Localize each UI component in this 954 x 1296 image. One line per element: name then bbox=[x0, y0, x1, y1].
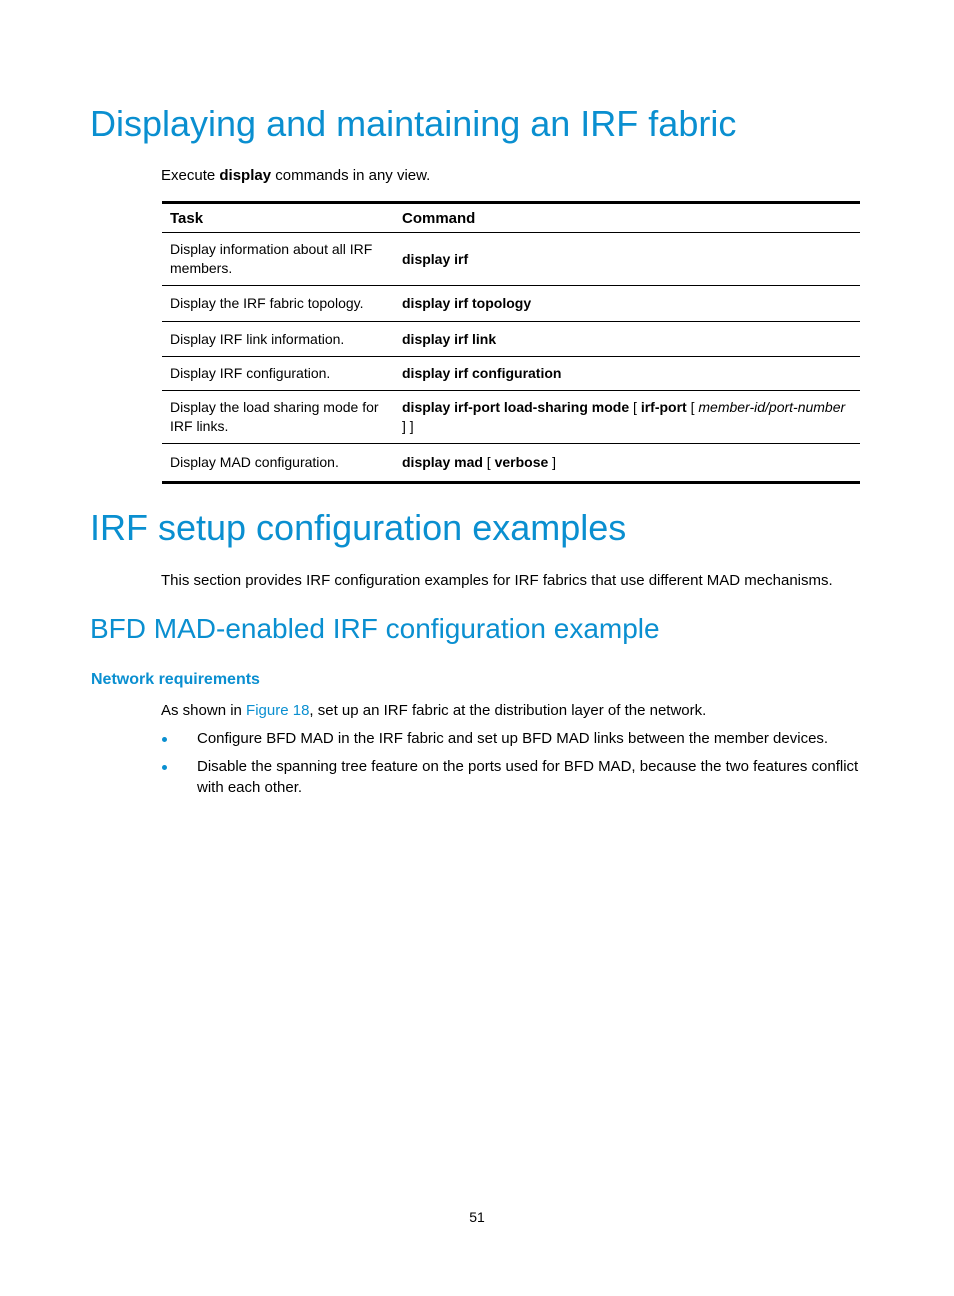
table-header-row bbox=[162, 203, 860, 233]
task-cell: Display the IRF fabric topology. bbox=[170, 295, 364, 311]
bullet-icon bbox=[162, 765, 167, 770]
command-segment: display irf-port load-sharing mode bbox=[402, 399, 630, 415]
command-table bbox=[162, 201, 860, 484]
command-segment: member-id/port-number bbox=[698, 399, 846, 415]
command-segment: [ bbox=[629, 399, 641, 415]
requirements-list bbox=[161, 728, 881, 805]
command-segment: [ bbox=[482, 454, 495, 470]
task-cell: Display IRF link information. bbox=[170, 330, 345, 347]
command-cell bbox=[394, 391, 860, 444]
intro-bold-display: display bbox=[219, 167, 272, 184]
task-cell: Display IRF configuration. bbox=[170, 365, 331, 381]
list-item bbox=[161, 728, 881, 749]
table-row bbox=[162, 444, 860, 483]
section-title-displaying: Displaying and maintaining an IRF fabric bbox=[90, 103, 737, 144]
header-command: Command bbox=[402, 209, 476, 227]
network-requirements-para bbox=[161, 701, 706, 721]
table-row bbox=[162, 357, 860, 391]
command-segment: ] ] bbox=[402, 418, 414, 434]
table-row bbox=[162, 286, 860, 322]
page-number: 51 bbox=[469, 1209, 485, 1225]
command-cell bbox=[394, 444, 860, 483]
bullet-icon bbox=[162, 737, 167, 742]
command-segment: display irf link bbox=[402, 330, 497, 347]
task-cell: Display information about all IRF members. bbox=[170, 241, 373, 276]
task-cell: Display MAD configuration. bbox=[170, 454, 339, 470]
table-row bbox=[162, 322, 860, 357]
list-item bbox=[161, 756, 881, 798]
task-cell: Display the load sharing mode for IRF links. bbox=[170, 399, 379, 434]
subheading-network-requirements: Network requirements bbox=[91, 671, 260, 688]
para-suffix: , set up an IRF fabric at the distribution layer of the network. bbox=[309, 702, 707, 719]
list-item-text: Disable the spanning tree feature on the ports used for BFD MAD, because the two features conflict with each other. bbox=[197, 758, 859, 796]
command-cell bbox=[394, 357, 860, 391]
list-item-text: Configure BFD MAD in the IRF fabric and set up BFD MAD links between the member devices. bbox=[197, 730, 829, 747]
command-segment: display irf bbox=[402, 250, 469, 267]
table-row bbox=[162, 391, 860, 444]
command-segment: display irf topology bbox=[402, 295, 532, 311]
command-cell bbox=[394, 286, 860, 322]
section1-intro bbox=[161, 166, 430, 186]
section2-intro: This section provides IRF configuration examples for IRF fabrics that use different MAD mechanisms. bbox=[161, 572, 833, 589]
intro-prefix: Execute bbox=[161, 167, 220, 184]
command-segment: display mad bbox=[402, 454, 483, 470]
command-segment: [ bbox=[686, 399, 699, 415]
header-task: Task bbox=[170, 209, 204, 227]
table-row bbox=[162, 233, 860, 286]
section-title-irf-setup: IRF setup configuration examples bbox=[90, 507, 627, 548]
figure-18-link[interactable]: Figure 18 bbox=[246, 702, 310, 719]
para-prefix: As shown in bbox=[161, 702, 247, 719]
command-cell bbox=[394, 322, 860, 357]
command-segment: verbose bbox=[494, 454, 549, 470]
command-segment: irf-port bbox=[640, 399, 687, 415]
intro-suffix: commands in any view. bbox=[271, 167, 431, 184]
subsection-title-bfd-mad: BFD MAD-enabled IRF configuration example bbox=[90, 613, 660, 644]
command-cell bbox=[394, 233, 860, 286]
command-segment: ] bbox=[548, 454, 557, 470]
command-segment: display irf configuration bbox=[402, 365, 562, 381]
